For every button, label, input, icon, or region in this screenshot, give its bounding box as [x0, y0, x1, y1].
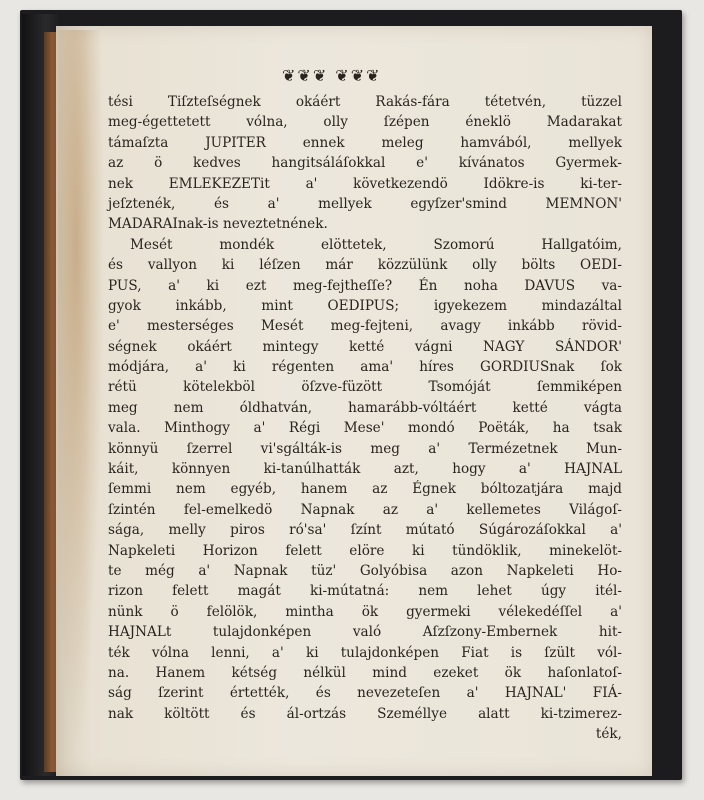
text-line: ſzintén fel-emelkedö Napnak az a' kellemetes Világoſ-: [108, 501, 622, 518]
text-line: meg nem óldhatván, hamarább-vóltáért ketté vágta: [108, 399, 622, 416]
text-line: ségnek okáért mintegy ketté vágni NAGY SÁNDOR': [108, 338, 622, 355]
text-line: káit, könnyen ki-tanúlhatták azt, hogy a' HAJNAL: [108, 461, 622, 478]
text-line: e' mesterséges Mesét meg-fejteni, avagy inkább rövid-: [108, 318, 622, 335]
text-line: módjára, a' ki régenten ama' híres GORDIUSnak ſok: [108, 359, 622, 376]
text-line: meg-égettetett vólna, olly ſzépen éneklö Madarakat: [108, 114, 622, 131]
text-line: nek EMLEKEZETit a' következendö Idökre-is ki-ter-: [108, 175, 622, 192]
text-line: te még a' Napnak tüz' Golyóbisa azon Napkeleti Ho-: [108, 562, 622, 579]
text-line: na. Hanem kétség nélkül mind ezeket ök haſonlatoſ-: [108, 664, 622, 681]
text-line: ság ſzerint értették, és nevezeteſen a' HAJNAL' FIÁ-: [108, 685, 622, 702]
text-line: ték vólna lenni, a' ki tulajdonképen Fiat is ſzült vól-: [108, 644, 622, 661]
text-line: rizon felett magát ki-mútatná: nem lehet úgy itél-: [108, 583, 622, 600]
text-line: HAJNALt tulajdonképen való Aſzſzony-Embernek hit-: [108, 624, 622, 641]
text-line: támaſzta JUPITER ennek meleg hamvából, mellyek: [108, 134, 622, 151]
text-line: PUS, a' ki ezt meg-fejtheſſe? Én noha DAVUS va-: [108, 277, 622, 294]
text-line: sága, melly piros ró'sa' ſzínt mútató Súgározáſokkal a': [108, 522, 622, 539]
text-line: könnyü ſzerrel vi'sgálták-is meg a' Termézetnek Mun-: [108, 440, 622, 457]
text-line: tési Tiſzteſségnek okáért Rakás-fára tétetvén, tüzzel: [108, 94, 622, 110]
text-line: MADARAInak-is neveztetnének.: [108, 216, 328, 233]
text-line: az ö kedves hangitsáláſokkal e' kívánatos Gyermek-: [108, 155, 622, 172]
text-line: Mesét mondék elöttetek, Szomorú Hallgatóim,: [130, 236, 622, 253]
text-line: nak költött és ál-ortzás Személlye alatt ki-tzimerez-: [108, 705, 622, 722]
page-text: [108, 92, 622, 745]
text-line: ték,: [595, 726, 622, 743]
text-line: Napkeleti Horizon felett elöre ki tündöklik, minekelöt-: [108, 542, 622, 559]
text-line: és vallyon ki léſzen már közzülünk olly bölts OEDI-: [108, 257, 622, 274]
text-line: gyok inkább, mint OEDIPUS; igyekezem mindazáltal: [108, 297, 622, 314]
text-line: rétü kötelekböl öſzve-füzött Tsomóját ſemmiképen: [108, 379, 622, 396]
text-line: vala. Minthogy a' Régi Mese' mondó Poëták, ha tsak: [108, 420, 622, 437]
text-line: nünk ö felölök, mintha ök gyermeki vélekedéſſel a': [108, 603, 622, 620]
header-ornament: ❦❦❦ ❦❦❦: [282, 66, 382, 85]
text-line: ſemmi nem egyéb, hanem az Égnek bóltozatjára majd: [108, 481, 622, 498]
text-line: jeſztenék, és a' mellyek egyſzer'smind MEMNON': [108, 195, 622, 212]
